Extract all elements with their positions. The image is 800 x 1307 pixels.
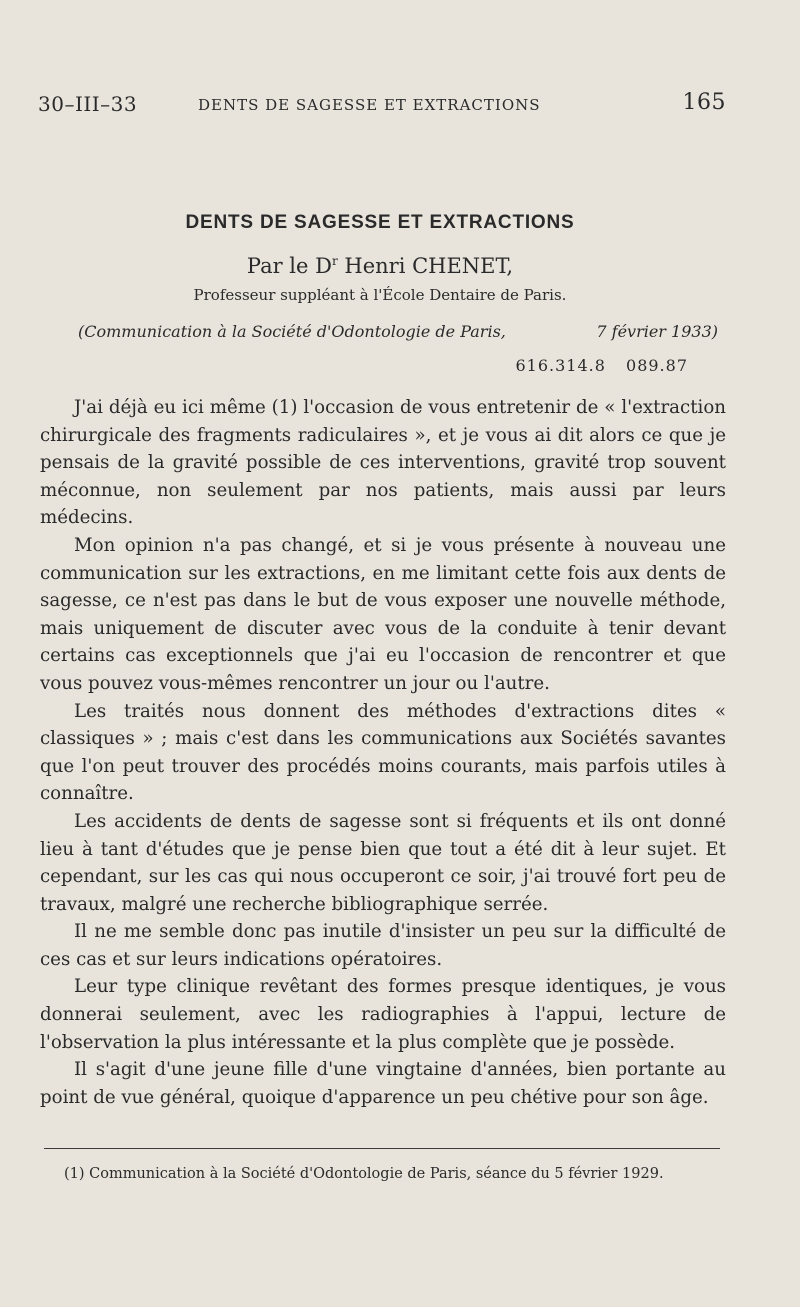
paragraph: Les traités nous donnent des méthodes d'extractions dites « classiques » ; mais c'est dans les communications aux Sociétés savantes que l'on peut trouver des procédés moins courants, mais parfois utiles à connaître.	[40, 700, 726, 805]
paragraph: Les accidents de dents de sagesse sont si fréquents et ils ont donné lieu à tant d'études que je pense bien que tout a été dit à leur sujet. Et cependant, sur les cas qui nous occuperont ce soir, j'ai trouvé fort peu de travaux, malgré une recherche bibliographique serrée.	[40, 810, 726, 915]
footnote	[40, 1162, 724, 1186]
running-header	[38, 88, 726, 120]
article-title: DENTS DE SAGESSE ET EXTRACTIONS	[185, 212, 575, 233]
author-name: Henri CHENET,	[337, 254, 514, 278]
page-number: 165	[682, 90, 726, 115]
paragraph: Il ne me semble donc pas inutile d'insister un peu sur la difficulté de ces cas et sur leurs indications opératoires.	[40, 921, 726, 970]
author-sup: r	[331, 254, 338, 268]
author-line	[0, 254, 760, 278]
article-body	[40, 394, 726, 1111]
classification-code: 616.314.8 089.87	[515, 356, 688, 375]
running-title: DENTS DE SAGESSE ET EXTRACTIONS	[198, 96, 541, 114]
author-affiliation: Professeur suppléant à l'École Dentaire de Paris.	[193, 286, 567, 304]
author-prefix: Par le D	[246, 254, 332, 278]
communication-date: 7 février 1933)	[596, 322, 718, 341]
paragraph: J'ai déjà eu ici même (1) l'occasion de vous entretenir de « l'extraction chirurgicale des fragments radiculaires », et je vous ai dit alors ce que je pensais de la gravité possible de ces interventions, gravité trop souvent méconnue, non seulement par nos patients, mais aussi par leurs médecins.	[40, 397, 726, 529]
paragraph: Leur type clinique revêtant des formes presque identiques, je vous donnerai seulement, avec les radiographies à l'appui, lecture de l'observation la plus intéressante et la plus complète que je possède.	[40, 976, 726, 1053]
communication-note	[78, 322, 718, 341]
footnote-divider	[44, 1148, 720, 1149]
header-date: 30–III–33	[38, 92, 138, 116]
footnote-text: (1) Communication à la Société d'Odontologie de Paris, séance du 5 février 1929.	[64, 1166, 664, 1182]
paragraph: Il s'agit d'une jeune fille d'une vingtaine d'années, bien portante au point de vue général, quoique d'apparence un peu chétive pour son âge.	[40, 1059, 726, 1108]
paragraph: Mon opinion n'a pas changé, et si je vous présente à nouveau une communication sur les extractions, en me limitant cette fois aux dents de sagesse, ce n'est pas dans le but de vous exposer une nouvelle méthode, mais uniquement de discuter avec vous de la conduite à tenir devant certains cas exceptionnels que j'ai eu l'occasion de rencontrer et que vous pouvez vous-mêmes rencontrer un jour ou l'autre.	[40, 534, 726, 694]
communication-text: (Communication à la Société d'Odontologie de Paris,	[78, 322, 506, 341]
